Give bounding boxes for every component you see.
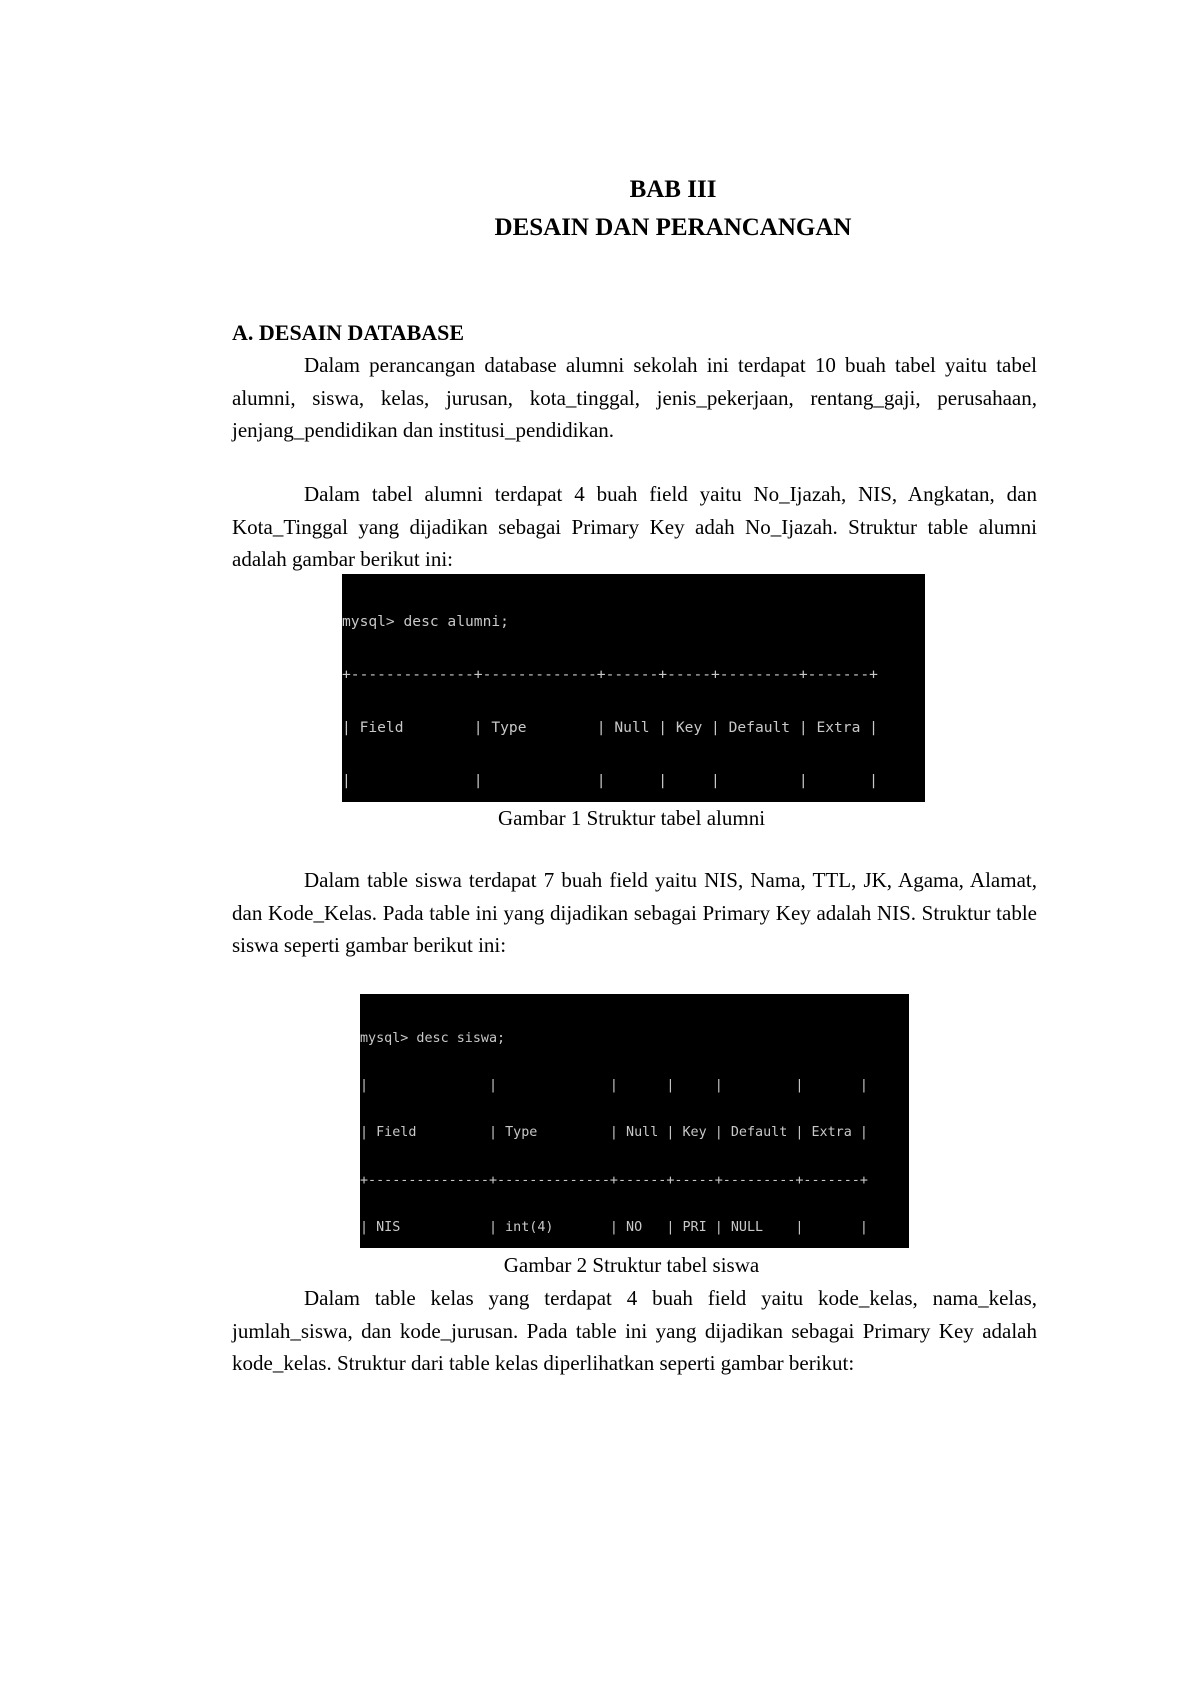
paragraph-kelas: Dalam table kelas yang terdapat 4 buah field yaitu kode_kelas, nama_kelas, jumlah_siswa, dan kode_jurusan. Pada table ini yang dijadikan sebagai Primary Key adalah kode_kelas. Struktur dari table kelas diperlihatkan seperti gambar berikut: [232,1286,1037,1375]
chapter-number: BAB III [629,176,717,203]
section-heading: A. DESAIN DATABASE [232,320,465,345]
figure-siswa-caption: Gambar 2 Struktur tabel siswa [503,1253,760,1277]
terminal-line: | Field | Type | Null | Key | Default | Extra | [360,1125,868,1141]
figure-alumni-screenshot [342,574,925,802]
terminal-line: mysql> desc alumni; [342,613,509,630]
terminal-line: | NIS | int(4) | NO | PRI | NULL | | [360,1219,868,1235]
terminal-line: | Field | Type | Null | Key | Default | Extra | [342,719,878,736]
paragraph-alumni: Dalam tabel alumni terdapat 4 buah field yaitu No_Ijazah, NIS, Angkatan, dan Kota_Tinggal yang dijadikan sebagai Primary Key adah No_Ijazah. Struktur table alumni adalah gambar berikut ini: [232,482,1037,571]
terminal-line: | | | | | | | [342,772,878,789]
terminal-line: mysql> desc siswa; [360,1031,506,1046]
terminal-line: +---------------+--------------+------+-----+---------+-------+ [360,1172,868,1188]
terminal-line: | | | | | | | [360,1078,868,1094]
terminal-line: +--------------+-------------+------+-----+---------+-------+ [342,666,878,683]
paragraph-intro: Dalam perancangan database alumni sekolah ini terdapat 10 buah tabel yaitu tabel alumni, siswa, kelas, jurusan, kota_tinggal, jenis_pekerjaan, rentang_gaji, perusahaan, jenjang_pendidikan dan institusi_pendidikan. [232,353,1037,442]
chapter-title: DESAIN DAN PERANCANGAN [494,214,852,241]
figure-alumni-caption: Gambar 1 Struktur tabel alumni [497,806,766,830]
figure-siswa-screenshot [360,994,909,1248]
paragraph-siswa: Dalam table siswa terdapat 7 buah field yaitu NIS, Nama, TTL, JK, Agama, Alamat, dan Kode_Kelas. Pada table ini yang dijadikan sebagai Primary Key adalah NIS. Struktur table siswa seperti gambar berikut ini: [232,868,1037,957]
